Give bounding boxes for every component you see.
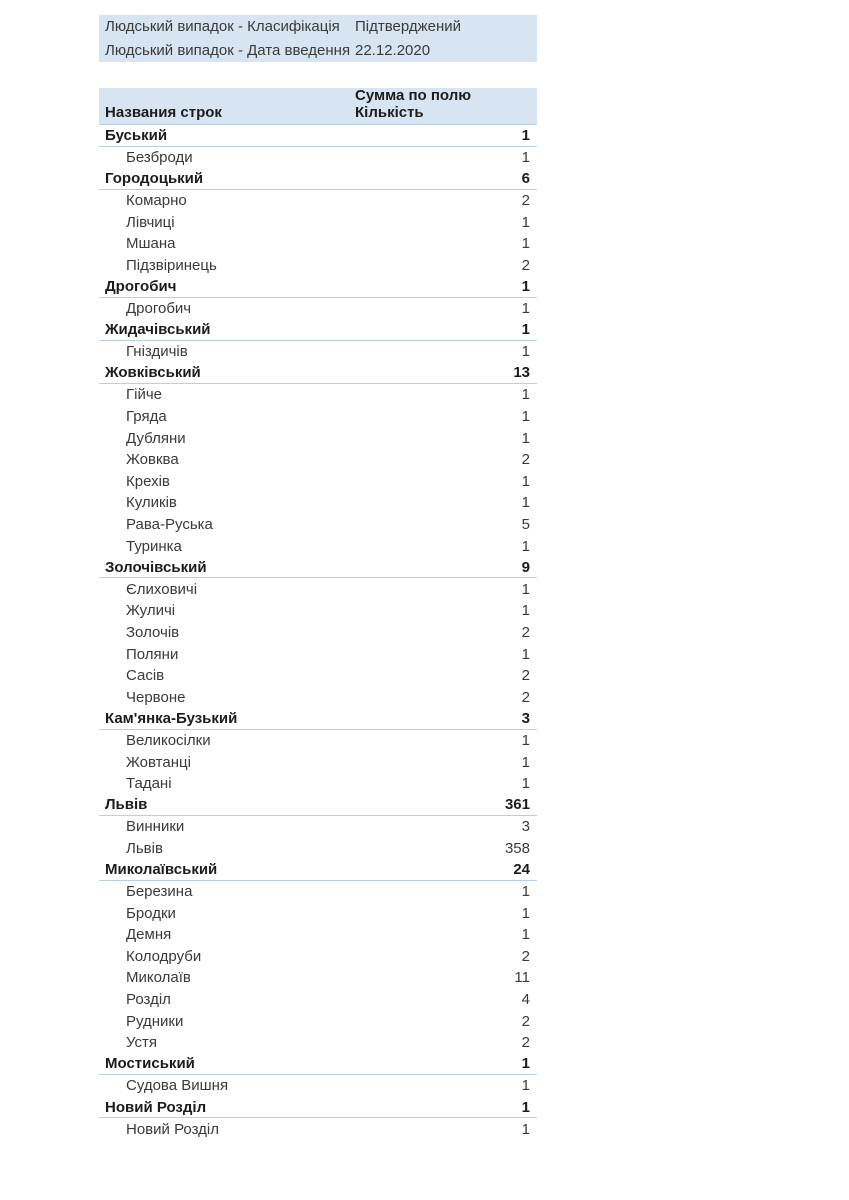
pivot-item-row[interactable] (99, 946, 537, 968)
pivot-item-row-label-cell[interactable]: Куликів (126, 494, 177, 512)
pivot-group-row-label-cell[interactable]: Львів (105, 796, 148, 814)
pivot-item-row-label-cell[interactable]: Жовтанці (126, 753, 191, 771)
values-header[interactable] (355, 88, 537, 124)
pivot-item-row-label-cell[interactable]: Бродки (126, 904, 176, 922)
pivot-item-row[interactable] (99, 255, 537, 277)
pivot-group-row-value-cell[interactable]: 24 (513, 860, 530, 878)
pivot-group-row-label-cell[interactable]: Дрогобич (105, 277, 177, 295)
pivot-item-row-value-cell[interactable]: 1 (521, 602, 530, 620)
pivot-table-header (99, 88, 537, 125)
pivot-item-row[interactable] (99, 1032, 537, 1054)
values-header-label: Сумма по полю Кількість (355, 87, 472, 121)
pivot-item-row[interactable] (99, 492, 537, 514)
pivot-item-row-value-cell[interactable]: 1 (521, 494, 530, 512)
pivot-item-row-value-cell[interactable]: 1 (521, 1120, 530, 1138)
pivot-item-row-value-cell[interactable]: 358 (504, 839, 530, 857)
pivot-item-row-label-cell[interactable]: Гніздичів (126, 343, 188, 361)
pivot-item-row-label-cell[interactable]: Комарно (126, 192, 187, 210)
pivot-item-row-value-cell[interactable]: 1 (521, 343, 530, 361)
pivot-item-row-value-cell[interactable]: 1 (521, 926, 530, 944)
pivot-group-row[interactable] (99, 859, 537, 881)
pivot-item-row-value-cell[interactable]: 1 (521, 775, 530, 793)
filter-value-entry-date[interactable]: 22.12.2020 (355, 41, 431, 59)
pivot-item-row[interactable] (99, 298, 537, 320)
pivot-item-row[interactable] (99, 233, 537, 255)
pivot-item-row-label-cell[interactable]: Жовква (126, 451, 179, 469)
pivot-item-row[interactable] (99, 902, 537, 924)
pivot-item-row[interactable] (99, 471, 537, 493)
pivot-item-row-label-cell[interactable]: Крехів (126, 472, 170, 490)
pivot-item-row[interactable] (99, 406, 537, 428)
pivot-item-row-value-cell[interactable]: 11 (514, 969, 530, 987)
pivot-item-row-value-cell[interactable]: 2 (521, 192, 530, 210)
pivot-item-row-label-cell[interactable]: Демня (126, 926, 172, 944)
pivot-group-row[interactable] (99, 557, 537, 579)
pivot-item-row-value-cell[interactable]: 5 (521, 515, 530, 533)
pivot-item-row-label-cell[interactable]: Туринка (126, 537, 182, 555)
pivot-item-row-value-cell[interactable]: 1 (521, 386, 530, 404)
pivot-group-row[interactable] (99, 168, 537, 190)
pivot-item-row-label-cell[interactable]: Великосілки (126, 731, 211, 749)
pivot-item-row-value-cell[interactable]: 2 (521, 688, 530, 706)
pivot-group-row[interactable] (99, 276, 537, 298)
pivot-item-row-value-cell[interactable]: 2 (521, 1012, 530, 1030)
pivot-group-row-value-cell[interactable]: 1 (521, 1098, 530, 1116)
pivot-group-row-label-cell[interactable]: Жовківський (105, 364, 201, 382)
pivot-item-row[interactable] (99, 1075, 537, 1097)
pivot-item-row-label-cell[interactable]: Судова Вишня (126, 1077, 229, 1095)
pivot-item-row-value-cell[interactable]: 2 (521, 667, 530, 685)
pivot-item-row-label-cell[interactable]: Рудники (126, 1012, 184, 1030)
pivot-item-row-label-cell[interactable]: Березина (126, 883, 193, 901)
filter-label-entry-date: Людський випадок - Дата введення (105, 41, 351, 59)
pivot-item-row-value-cell[interactable]: 1 (521, 429, 530, 447)
pivot-group-row[interactable] (99, 319, 537, 341)
pivot-group-row-value-cell[interactable]: 1 (521, 321, 530, 339)
row-labels-header[interactable]: Названия строк (105, 104, 222, 121)
filter-row-classification (99, 15, 537, 39)
pivot-group-row-label-cell[interactable]: Мостиський (105, 1055, 195, 1073)
filter-value-classification[interactable]: Підтверджений (355, 18, 462, 36)
pivot-item-row[interactable] (99, 514, 537, 536)
pivot-group-row-label-cell[interactable]: Городоцький (105, 169, 204, 187)
pivot-item-row[interactable] (99, 881, 537, 903)
pivot-item-row[interactable] (99, 1010, 537, 1032)
pivot-item-row-value-cell[interactable]: 1 (521, 408, 530, 426)
pivot-item-row-value-cell[interactable]: 1 (521, 753, 530, 771)
pivot-item-row-label-cell[interactable]: Тадані (126, 775, 172, 793)
pivot-item-row-label-cell[interactable]: Лівчиці (126, 213, 175, 231)
pivot-item-row-value-cell[interactable]: 1 (521, 731, 530, 749)
pivot-item-row[interactable] (99, 147, 537, 169)
pivot-item-row[interactable] (99, 665, 537, 687)
pivot-item-row-value-cell[interactable]: 1 (521, 235, 530, 253)
pivot-item-row-label-cell[interactable]: Гряда (126, 408, 167, 426)
pivot-item-row-label-cell[interactable]: Новий Розділ (126, 1120, 219, 1138)
pivot-item-row[interactable] (99, 924, 537, 946)
pivot-item-row-value-cell[interactable]: 1 (521, 537, 530, 555)
pivot-item-row-label-cell[interactable]: Винники (126, 818, 185, 836)
pivot-item-row[interactable] (99, 622, 537, 644)
pivot-group-row-value-cell[interactable]: 361 (504, 796, 530, 814)
pivot-item-row[interactable] (99, 730, 537, 752)
pivot-item-row-label-cell[interactable]: Червоне (126, 688, 186, 706)
pivot-group-row-label-cell[interactable]: Буський (105, 126, 168, 144)
pivot-item-row-value-cell[interactable]: 1 (521, 1077, 530, 1095)
pivot-group-row[interactable] (99, 1054, 537, 1076)
pivot-item-row-label-cell[interactable]: Підзвіринець (126, 256, 217, 274)
pivot-group-row-value-cell[interactable]: 3 (521, 709, 530, 727)
pivot-group-row[interactable] (99, 794, 537, 816)
pivot-item-row[interactable] (99, 643, 537, 665)
pivot-group-row-label-cell[interactable]: Новий Розділ (105, 1098, 207, 1116)
pivot-item-row-value-cell[interactable]: 2 (521, 256, 530, 274)
pivot-item-row[interactable] (99, 535, 537, 557)
pivot-group-row-label-cell[interactable]: Кам'янка-Бузький (105, 709, 238, 727)
pivot-item-row[interactable] (99, 816, 537, 838)
pivot-item-row[interactable] (99, 449, 537, 471)
pivot-item-row-value-cell[interactable]: 2 (521, 947, 530, 965)
pivot-item-row-label-cell[interactable]: Дубляни (126, 429, 186, 447)
pivot-group-row-value-cell[interactable]: 1 (521, 1055, 530, 1073)
pivot-item-row[interactable] (99, 211, 537, 233)
pivot-item-row-value-cell[interactable]: 1 (521, 300, 530, 318)
pivot-item-row-value-cell[interactable]: 4 (521, 991, 530, 1009)
pivot-group-row-value-cell[interactable]: 6 (521, 169, 530, 187)
pivot-item-row[interactable] (99, 1118, 537, 1140)
pivot-item-row[interactable] (99, 427, 537, 449)
pivot-item-row-value-cell[interactable]: 1 (521, 472, 530, 490)
pivot-item-row-value-cell[interactable]: 2 (521, 1034, 530, 1052)
pivot-item-row[interactable] (99, 190, 537, 212)
filter-row-entry-date (99, 39, 537, 63)
pivot-item-row[interactable] (99, 600, 537, 622)
filter-label-classification: Людський випадок - Класифікація (105, 18, 340, 36)
pivot-item-row-label-cell[interactable]: Єлиховичі (126, 580, 198, 598)
pivot-item-row[interactable] (99, 989, 537, 1011)
pivot-item-row[interactable] (99, 967, 537, 989)
pivot-item-row-value-cell[interactable]: 1 (521, 148, 530, 166)
pivot-item-row[interactable] (99, 341, 537, 363)
pivot-item-row-label-cell[interactable]: Дрогобич (126, 300, 192, 318)
pivot-item-row-value-cell[interactable]: 2 (521, 623, 530, 641)
pivot-group-row-value-cell[interactable]: 1 (521, 277, 530, 295)
pivot-item-row-value-cell[interactable]: 1 (521, 213, 530, 231)
pivot-group-row[interactable] (99, 125, 537, 147)
pivot-item-row[interactable] (99, 773, 537, 795)
pivot-item-row-value-cell[interactable]: 3 (521, 818, 530, 836)
pivot-item-row-label-cell[interactable]: Поляни (126, 645, 179, 663)
pivot-table (99, 88, 537, 1140)
pivot-item-row-value-cell[interactable]: 1 (521, 580, 530, 598)
pivot-item-row-label-cell[interactable]: Розділ (126, 991, 171, 1009)
pivot-group-row-value-cell[interactable]: 13 (513, 364, 530, 382)
pivot-group-row-label-cell[interactable]: Миколаївський (105, 860, 218, 878)
pivot-group-row-value-cell[interactable]: 1 (521, 126, 530, 144)
pivot-group-row-value-cell[interactable]: 9 (521, 558, 530, 576)
pivot-item-row-label-cell[interactable]: Рава-Руська (126, 515, 213, 533)
pivot-group-row-label-cell[interactable]: Жидачівський (105, 321, 211, 339)
pivot-item-row-label-cell[interactable]: Золочів (126, 623, 180, 641)
pivot-table-body (99, 125, 537, 1140)
pivot-item-row[interactable] (99, 838, 537, 860)
pivot-group-row-label-cell[interactable]: Золочівський (105, 558, 207, 576)
pivot-item-row-value-cell[interactable]: 1 (521, 883, 530, 901)
pivot-filter-block (99, 15, 537, 62)
pivot-group-row[interactable] (99, 708, 537, 730)
pivot-item-row-label-cell[interactable]: Львів (126, 839, 163, 857)
pivot-item-row[interactable] (99, 384, 537, 406)
pivot-item-row-value-cell[interactable]: 1 (521, 645, 530, 663)
pivot-item-row-label-cell[interactable]: Безброди (126, 148, 193, 166)
pivot-item-row[interactable] (99, 751, 537, 773)
pivot-item-row-label-cell[interactable]: Миколаїв (126, 969, 191, 987)
pivot-item-row-label-cell[interactable]: Мшана (126, 235, 176, 253)
pivot-item-row-label-cell[interactable]: Устя (126, 1034, 158, 1052)
pivot-item-row-label-cell[interactable]: Жуличі (126, 602, 176, 620)
pivot-item-row[interactable] (99, 686, 537, 708)
pivot-item-row-label-cell[interactable]: Гійче (126, 386, 162, 404)
pivot-group-row[interactable] (99, 1097, 537, 1119)
pivot-item-row[interactable] (99, 578, 537, 600)
pivot-item-row-label-cell[interactable]: Колодруби (126, 947, 202, 965)
pivot-item-row-value-cell[interactable]: 2 (521, 451, 530, 469)
pivot-item-row-value-cell[interactable]: 1 (521, 904, 530, 922)
pivot-item-row-label-cell[interactable]: Сасів (126, 667, 165, 685)
pivot-group-row[interactable] (99, 363, 537, 385)
